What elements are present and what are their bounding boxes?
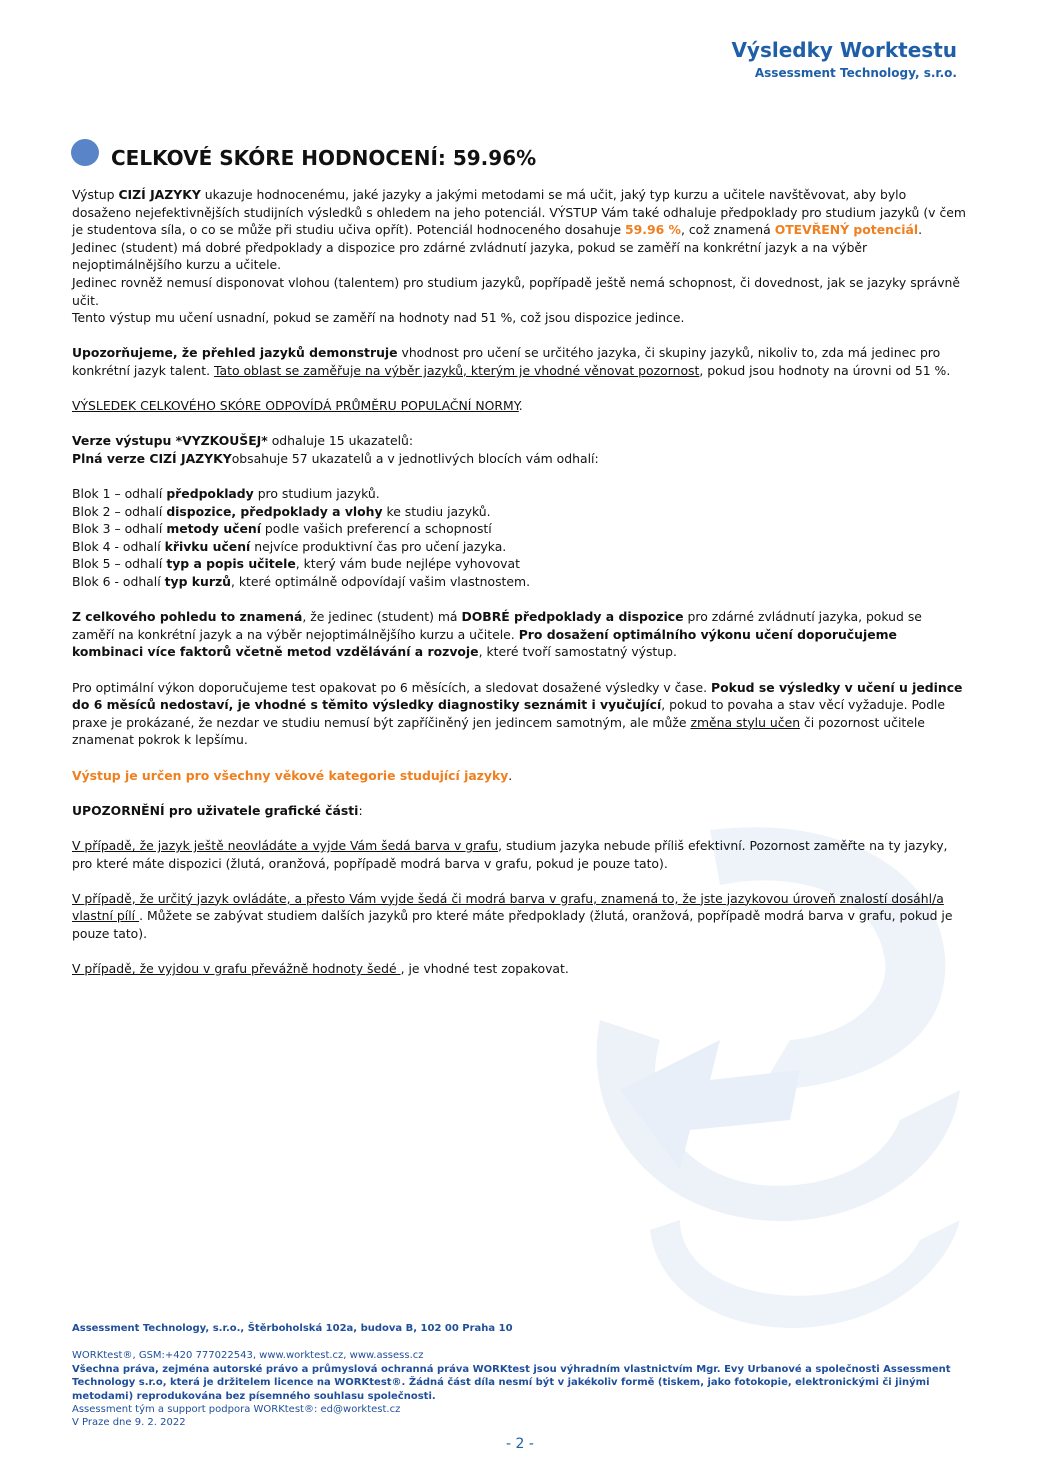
section-title: CELKOVÉ SKÓRE HODNOCENÍ: 59.96% — [111, 146, 537, 170]
emphasis: UPOZORNĚNÍ pro uživatele grafické části — [72, 802, 359, 818]
text: . Jedinec (student) má dobré předpoklady a dispozice pro zdárné zvládnutí jazyka, pokud se zaměří na konkrétní jazyk a na výběr nejoptimálnějšího kurzu a učitele. — [72, 222, 923, 273]
text: Jedinec rovněž nemusí disponovat vlohou (talentem) pro studium jazyků, popřípadě ještě nemá schopnost, či dovednost, jak se jazyky správně učit. — [72, 274, 961, 308]
underlined-text: V případě, že jazyk ještě neovládáte a vyjde Vám šedá barva v grafu — [72, 837, 499, 853]
text: odhaluje 15 ukazatelů: — [267, 433, 414, 449]
potential-label: OTEVŘENÝ potenciál — [774, 222, 919, 238]
text: ke studiu jazyků. — [382, 503, 491, 519]
footer-address: Assessment Technology, s.r.o., Štěrboholská 102a, budova B, 102 00 Praha 10 — [72, 1323, 513, 1334]
text: či pozornost učitele znamenat pokrok k lepšímu. — [72, 714, 925, 748]
score-value: 59.96 % — [625, 222, 681, 238]
emphasis: křivku učení — [164, 538, 251, 554]
text: Blok 6 - odhalí — [72, 574, 165, 590]
page-number: - 2 - — [506, 1436, 534, 1452]
paragraph-known-language-note — [72, 890, 967, 943]
emphasis: CIZÍ JAZYKY — [118, 187, 201, 202]
text: Tento výstup mu učení usnadní, pokud se zaměří na hodnoty nad 51 %, což jsou dispozice jedince. — [72, 310, 685, 326]
block-item — [72, 539, 506, 554]
block-item — [72, 486, 380, 501]
text: ukazuje hodnocenému, jaké jazyky a jakými metodami se má učit, jaký typ kurzu a učitele navštěvovat, aby bylo dosaženo nejefektivnějších studijních výsledků s ohledem na jeho potenciál. VÝSTUP Vám také odhaluje předpoklady pro studium jazyků (v čem je studentova síla, o co se může při studiu učiva opřít). Potenciál hodnoceného dosahuje — [72, 187, 966, 238]
emphasis: Upozorňujeme, že přehled jazyků demonstruje — [72, 345, 398, 361]
text: Blok 4 - odhalí — [72, 538, 165, 554]
emphasis: Pro dosažení optimálního výkonu učení doporučujeme kombinaci více faktorů včetně metod vzdělávání a rozvoje — [72, 626, 897, 660]
text: pro studium jazyků. — [253, 486, 380, 502]
text: , že jedinec (student) má — [302, 609, 462, 625]
emphasis: předpoklady — [166, 486, 254, 502]
footer-date: V Praze dne 9. 2. 2022 — [72, 1417, 186, 1429]
block-item — [72, 521, 492, 536]
paragraph-warning-heading — [72, 802, 967, 820]
footer-contact: WORKtest®, GSM:+420 777022543, www.worktest.cz, www.assess.cz — [72, 1350, 424, 1362]
emphasis: Plná verze CIZÍ JAZYKY — [72, 450, 232, 466]
text: Pro optimální výkon doporučujeme test opakovat po 6 měsících, a sledovat dosažené výsledky v čase. — [72, 679, 712, 695]
underlined-text: změna stylu učen — [690, 714, 801, 730]
text: nejvíce produktivní čas pro učení jazyka. — [250, 538, 507, 554]
text: , studium jazyka nebude příliš efektivní. Pozornost zaměřte na ty jazyky, pro které máte dispozici (žlutá, oranžová, popřípadě modrá barva v grafu, pokud je pouze tato). — [72, 837, 948, 871]
text: , což znamená — [680, 222, 775, 238]
text: obsahuje 57 ukazatelů a v jednotlivých blocích vám odhalí: — [231, 450, 599, 466]
block-item — [72, 556, 520, 571]
text: , který vám bude nejlépe vyhovovat — [295, 556, 520, 572]
emphasis: dispozice, předpoklady a vlohy — [166, 503, 383, 519]
underlined-text: VÝSLEDEK CELKOVÉHO SKÓRE ODPOVÍDÁ PRŮMĚRU POPULAČNÍ NORMY — [72, 398, 519, 414]
highlight-text: Výstup je určen pro všechny věkové kategorie studující jazyky — [72, 767, 509, 783]
text: pro zdárné zvládnutí jazyka, pokud se zaměří na konkrétní jazyk a na výběr nejoptimálnějšího kurzu a učitele. — [72, 609, 922, 642]
footer-support: Assessment tým a support podpora WORKtest®: ed@worktest.cz — [72, 1404, 401, 1416]
footer — [72, 1322, 967, 1430]
text: . Můžete se zabývat studiem dalších jazyků pro které máte předpoklady (žlutá, oranžová, popřípadě modrá barva v grafu, pokud je pouze tato). — [72, 908, 953, 941]
paragraph-grey-note — [72, 837, 967, 872]
emphasis: typ a popis učitele — [166, 556, 296, 572]
section-bullet-icon — [71, 139, 99, 166]
document-body — [72, 186, 967, 995]
paragraph-repeat-note — [72, 960, 967, 978]
paragraph-versions — [72, 432, 967, 467]
text: vhodnost pro učení se určitého jazyka, či skupiny jazyků, nikoliv to, zda má jedinec pro konkrétní jazyk talent. — [72, 345, 941, 378]
text: , pokud jsou hodnoty na úrovni od 51 %. — [699, 362, 951, 378]
emphasis: typ kurzů — [164, 574, 231, 590]
emphasis: DOBRÉ předpoklady a dispozice — [461, 609, 684, 625]
header-company: Assessment Technology, s.r.o. — [754, 66, 957, 80]
emphasis: Pokud se výsledky v učení u jedince do 6 měsíců nedostaví, je vhodné s těmito výsledky diagnostiky seznámit i vyučující — [72, 679, 963, 713]
underlined-text: í — [131, 908, 140, 924]
text: , pokud to povaha a stav věcí vyžaduje. Podle praxe je prokázané, že nezdar ve studiu nemusí být zapříčiněný jen jedincem samotným, ale může — [72, 697, 945, 730]
text: , které optimálně odpovídají vašim vlastnostem. — [230, 574, 531, 590]
emphasis: Z celkového pohledu to znamená — [72, 609, 303, 625]
footer-rights: Všechna práva, zejména autorské právo a průmyslová ochranná práva WORKtest jsou výhradním vlastnictvím Mgr. Evy Urbanové a společnosti Assessment Technology s.r.o, která je držitelem licence na WORKtest®. Žádná část díla nesmí být v jakékoliv formě (tiskem, jako fotokopie, elektronickými či jinými metodami) reprodukována bez písemného souhlasu společnosti. — [72, 1363, 951, 1402]
paragraph-norm — [72, 397, 967, 415]
emphasis: Verze výstupu *VYZKOUŠEJ* — [72, 433, 268, 449]
paragraph-summary — [72, 608, 967, 661]
emphasis: metody učení — [166, 521, 261, 537]
text: podle vašich preferencí a schopností — [260, 521, 492, 537]
paragraph-notice — [72, 344, 967, 379]
paragraph-age-note — [72, 767, 967, 785]
text: , které tvoří samostatný výstup. — [478, 644, 677, 660]
text: Blok 5 – odhalí — [72, 556, 167, 572]
block-item — [72, 504, 491, 519]
underlined-text: V případě, že vyjdou v grafu převážně hodnoty šedé — [72, 961, 401, 977]
text: . — [508, 767, 513, 783]
underlined-text: V případě, že určitý jazyk ovládáte, a přesto Vám vyjde šedá či modrá barva v grafu, znamená to, že jste jazykovou úroveň znalostí dosáhl/a vlastní píl — [72, 890, 944, 924]
block-list — [72, 485, 967, 591]
text: Blok 3 – odhalí — [72, 521, 167, 537]
underlined-text: Tato oblast se zaměřuje na výběr jazyků, kterým je vhodné věnovat pozornost — [213, 362, 700, 378]
text: , je vhodné test zopakovat. — [400, 961, 569, 977]
header-title: Výsledky Worktestu — [731, 38, 957, 62]
text: . — [518, 398, 523, 414]
text: Blok 2 – odhalí — [72, 503, 167, 519]
text: Výstup — [72, 187, 119, 202]
paragraph-intro — [72, 186, 967, 327]
block-item — [72, 574, 530, 589]
text: Blok 1 – odhalí — [72, 486, 167, 502]
text: : — [358, 802, 363, 818]
paragraph-retest — [72, 679, 967, 749]
